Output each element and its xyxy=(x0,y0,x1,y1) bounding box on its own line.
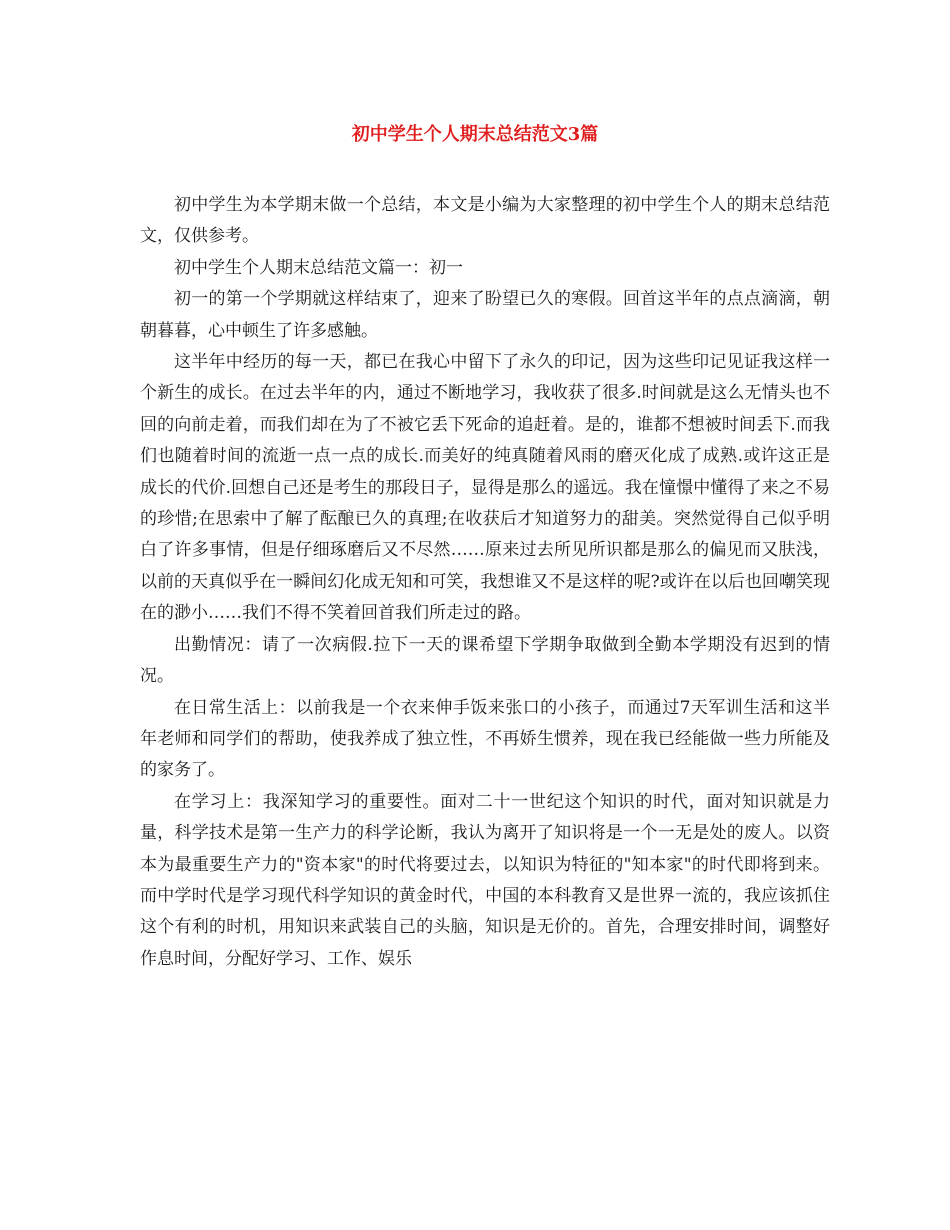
paragraph-daily-life: 在日常生活上：以前我是一个衣来伸手饭来张口的小孩子，而通过7天军训生活和这半年老师和同学们的帮助，使我养成了独立性，不再娇生惯养，现在我已经能做一些力所能及的家务了。 xyxy=(140,697,830,781)
document-title: 初中学生个人期末总结范文3篇 xyxy=(351,124,599,145)
paragraph: 这半年中经历的每一天，都已在我心中留下了永久的印记，因为这些印记见证我这样一个新生的成长。在过去半年的内，通过不断地学习，我收获了很多.时间就是这么无情头也不回的向前走着，而我们却在为了不被它丢下死命的追赶着。是的，谁都不想被时间丢下.而我们也随着时间的流逝一点一点的成长.而美好的纯真随着风雨的磨灭化成了成熟.或许这正是成长的代价.回想自己还是考生的那段日子，显得是那么的遥远。我在憧憬中懂得了来之不易的珍惜;在思索中了解了酝酿已久的真理;在收获后才知道努力的甜美。突然觉得自己似乎明白了许多事情，但是仔细琢磨后又不尽然……原来过去所见所识都是那么的偏见而又肤浅，以前的天真似乎在一瞬间幻化成无知和可笑，我想谁又不是这样的呢?或许在以后也回嘲笑现在的渺小……我们不得不笑着回首我们所走过的路。 xyxy=(140,352,830,624)
section-heading: 初中学生个人期末总结范文篇一：初一 xyxy=(174,257,463,278)
document-body xyxy=(140,190,830,975)
paragraph-attendance: 出勤情况：请了一次病假.拉下一天的课希望下学期争取做到全勤本学期没有迟到的情况。 xyxy=(140,634,830,687)
paragraph-intro: 初中学生为本学期末做一个总结，本文是小编为大家整理的初中学生个人的期末总结范文，仅供参考。 xyxy=(140,195,830,247)
paragraph-study: 在学习上：我深知学习的重要性。面对二十一世纪这个知识的时代，面对知识就是力量，科学技术是第一生产力的科学论断，我认为离开了知识将是一个一无是处的废人。以资本为最重要生产力的"资本家"的时代将要过去，以知识为特征的"知本家"的时代即将到来。而中学时代是学习现代科学知识的黄金时代，中国的本科教育又是世界一流的，我应该抓住这个有利的时机，用知识来武装自己的头脑，知识是无价的。首先，合理安排时间，调整好作息时间，分配好学习、工作、娱乐 xyxy=(140,791,830,969)
paragraph: 初一的第一个学期就这样结束了，迎来了盼望已久的寒假。回首这半年的点点滴滴，朝朝暮暮，心中顿生了许多感触。 xyxy=(140,289,830,341)
